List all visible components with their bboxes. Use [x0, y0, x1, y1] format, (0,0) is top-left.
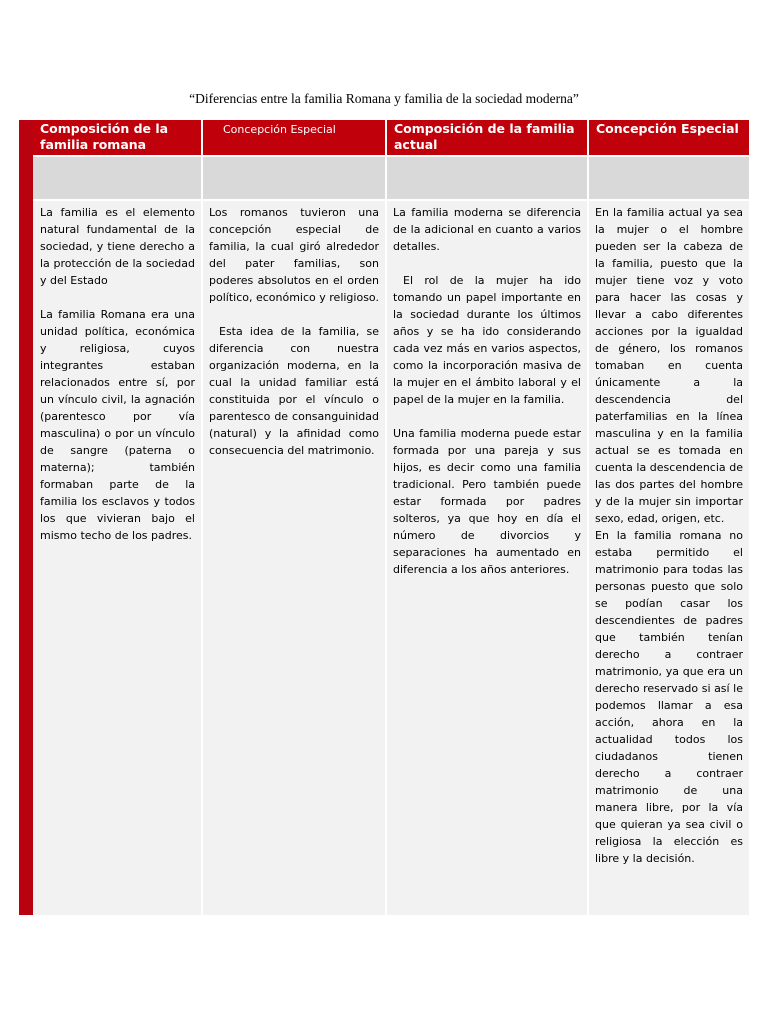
header-concepcion-especial-2: Concepción Especial: [596, 121, 739, 136]
cell-concepcion-especial-2: [589, 204, 749, 867]
document-title: “Diferencias entre la familia Romana y familia de la sociedad moderna”: [189, 91, 579, 106]
table-empty-row: [33, 155, 749, 200]
paragraph: Una familia moderna puede estar formada por una pareja y sus hijos, es decir como una familia tradicional. Pero también puede estar formada por padres solteros, ya que hoy en día el número de divorcios y separaciones ha aumentado en diferencia a los años anteriores.: [393, 427, 581, 576]
cell-composicion-romana: [34, 204, 201, 544]
cell-composicion-actual: [387, 204, 587, 578]
row-divider: [33, 155, 749, 157]
paragraph: La familia moderna se diferencia de la adicional en cuanto a varios detalles.: [393, 206, 581, 253]
header-concepcion-especial-1: Concepción Especial: [223, 123, 336, 136]
row-divider: [33, 199, 749, 201]
header-composicion-actual: Composición de la familia actual: [394, 121, 575, 152]
table-side-bar: [19, 120, 33, 915]
paragraph: En la familia romana no estaba permitido el matrimonio para todas las personas puesto que solo se podían casar los descendientes de padres que también tenían derecho a contraer matrimonio, ya que era un derecho reservado si así le podemos llamar a esa acción, ahora en la actualidad todos los ciudadanos tienen derecho a contraer matrimonio de una manera libre, por la vía que quieran ya sea civil o religiosa la elección es libre y la decisión.: [595, 529, 743, 865]
comparison-table: [19, 120, 749, 915]
paragraph: El rol de la mujer ha ido tomando un papel importante en la sociedad durante los últimos años y se ha ido considerando cada vez más en varios aspectos, como la incorporación masiva de la mujer en el ámbito laboral y el papel de la mujer en la familia.: [393, 274, 581, 406]
paragraph: Esta idea de la familia, se diferencia con nuestra organización moderna, en la cual la unidad familiar está constituida por el vínculo o parentesco de consanguinidad (natural) y la afinidad como consecuencia del matrimonio.: [209, 325, 379, 457]
header-composicion-romana: Composición de la familia romana: [40, 121, 169, 152]
paragraph: La familia Romana era una unidad política, económica y religiosa, cuyos integrantes estaban relacionados entre sí, por un vínculo civil, la agnación (parentesco por vía masculina) o por un vínculo de sangre (paterna o materna); también formaban parte de la familia los esclavos y todos los que vivieran bajo el mismo techo de los padres.: [40, 308, 195, 542]
paragraph: En la familia actual ya sea la mujer o el hombre pueden ser la cabeza de la familia, puesto que la mujer tiene voz y voto para hacer las cosas y llevar a cabo diferentes acciones por la igualdad de género, los romanos tomaban en cuenta únicamente a la descendencia del paterfamilias en la línea masculina y en la familia actual se es tomada en cuenta la descendencia de las dos partes del hombre y de la mujer sin importar sexo, edad, origen, etc.: [595, 206, 743, 525]
paragraph: La familia es el elemento natural fundamental de la sociedad, y tiene derecho a la protección de la sociedad y del Estado: [40, 206, 195, 287]
paragraph: Los romanos tuvieron una concepción especial de familia, la cual giró alrededor del pater familias, son poderes absolutos en el orden político, económico y religioso.: [209, 206, 379, 304]
cell-concepcion-especial-1: [203, 204, 385, 459]
